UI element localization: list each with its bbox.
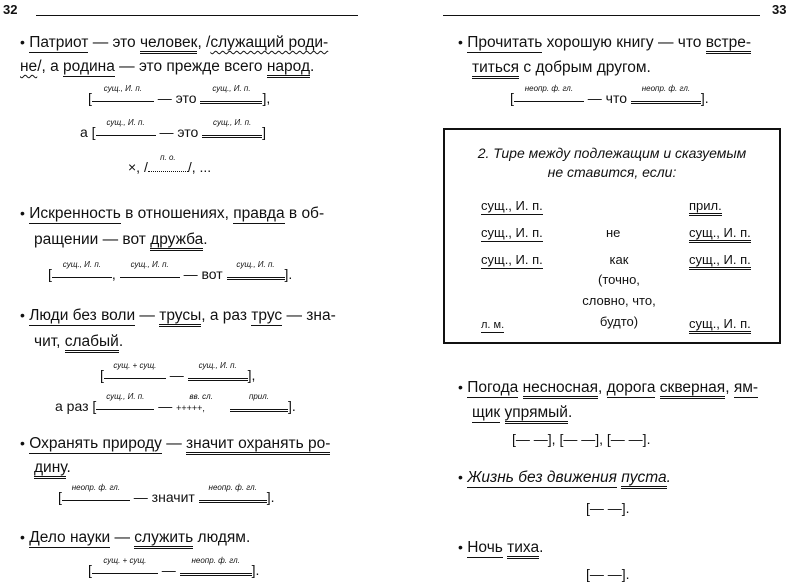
example-1-line-2: не/, а родина — это прежде всего народ.: [20, 58, 314, 76]
row4-subject: л. м.: [481, 319, 505, 331]
row3-predicate: сущ., И. п.: [689, 252, 751, 268]
bullet-icon: •: [458, 469, 463, 485]
row3-mid-extra-2: словно, что,: [582, 293, 656, 308]
bullet-icon: •: [458, 539, 463, 555]
scheme-4: [ неопр. ф. гл. — значит неопр. ф. гл. ].: [58, 483, 275, 505]
scheme-5: [ сущ. + сущ. — неопр. ф. гл. ].: [88, 556, 260, 578]
bullet-icon: •: [20, 205, 25, 221]
row1-subject: сущ., И. п.: [481, 198, 543, 213]
bullet-icon: •: [20, 307, 25, 323]
participial-phrase: служащий роди-: [210, 34, 329, 51]
example-4-line-2: дину.: [34, 459, 71, 477]
row3-mid-extra-3: будто): [599, 314, 639, 329]
scheme-r4: [— —].: [586, 566, 630, 582]
example-r2-line-2: щик упрямый.: [472, 404, 572, 422]
example-1-line-1: • Патриот — это человек, /служащий роди-: [20, 33, 328, 52]
scheme-3b: а раз [ сущ., И. п. — вв. сл. +++++, прил. ].: [55, 392, 296, 414]
bullet-icon: •: [20, 435, 25, 451]
example-r4-line-1: • Ночь тиха.: [458, 538, 543, 557]
row4-predicate: сущ., И. п.: [689, 316, 751, 332]
example-r2-line-1: • Погода несносная, дорога скверная, ям-: [458, 378, 758, 397]
scheme-1a: [ сущ., И. п. — это сущ., И. п. ],: [88, 84, 271, 106]
scheme-r2: [— —], [— —], [— —].: [512, 431, 651, 447]
predicate: человек: [140, 34, 197, 54]
row2-predicate: сущ., И. п.: [689, 225, 751, 241]
example-2-line-2: ращении — вот дружба.: [34, 231, 208, 249]
page-number-right: 33: [772, 2, 787, 17]
scheme-r1: [ неопр. ф. гл. — что неопр. ф. гл. ].: [510, 84, 709, 106]
bullet-icon: •: [20, 34, 25, 50]
row1-predicate: прил.: [689, 198, 722, 214]
row3-subject: сущ., И. п.: [481, 252, 543, 267]
header-rule-right: [443, 15, 760, 16]
example-3-line-1: • Люди без воли — трусы, а раз трус — зна-: [20, 306, 336, 325]
example-4-line-1: • Охранять природу — значит охранять ро-: [20, 434, 330, 453]
subject: Патриот: [29, 34, 89, 51]
example-r1-line-1: • Прочитать хорошую книгу — что встре-: [458, 33, 751, 52]
row2-subject: сущ., И. п.: [481, 225, 543, 240]
bullet-icon: •: [458, 379, 463, 395]
example-r3-line-1: • Жизнь без движения пуста.: [458, 468, 671, 487]
row2-mid: не: [606, 225, 621, 240]
example-2-line-1: • Искренность в отношениях, правда в об-: [20, 205, 325, 222]
example-3-line-2: чит, слабый.: [34, 333, 123, 351]
bullet-icon: •: [458, 34, 463, 50]
header-rule-left: [36, 15, 358, 16]
example-5-line-1: • Дело науки — служить людям.: [20, 528, 250, 547]
page-number-left: 32: [3, 2, 18, 17]
scheme-3a: [ сущ. + сущ. — сущ., И. п. ],: [100, 361, 256, 383]
scheme-1c: ×, / п. о. /, ...: [128, 153, 212, 175]
rule-title-1: 2. Тире между подлежащим и сказуемым: [477, 145, 747, 161]
scheme-r3: [— —].: [586, 500, 630, 516]
scheme-1b: а [ сущ., И. п. — это сущ., И. п. ]: [80, 118, 267, 140]
scheme-2: [ сущ., И. п. , сущ., И. п. — вот сущ., И. п. ].: [48, 260, 293, 282]
row3-mid-extra-1: (точно,: [598, 272, 640, 287]
row3-mid: как: [609, 252, 629, 267]
rule-box: [443, 128, 781, 344]
example-r1-line-2: титься с добрым другом.: [472, 59, 651, 77]
rule-title-2: не ставится, если:: [547, 164, 677, 180]
bullet-icon: •: [20, 529, 25, 545]
